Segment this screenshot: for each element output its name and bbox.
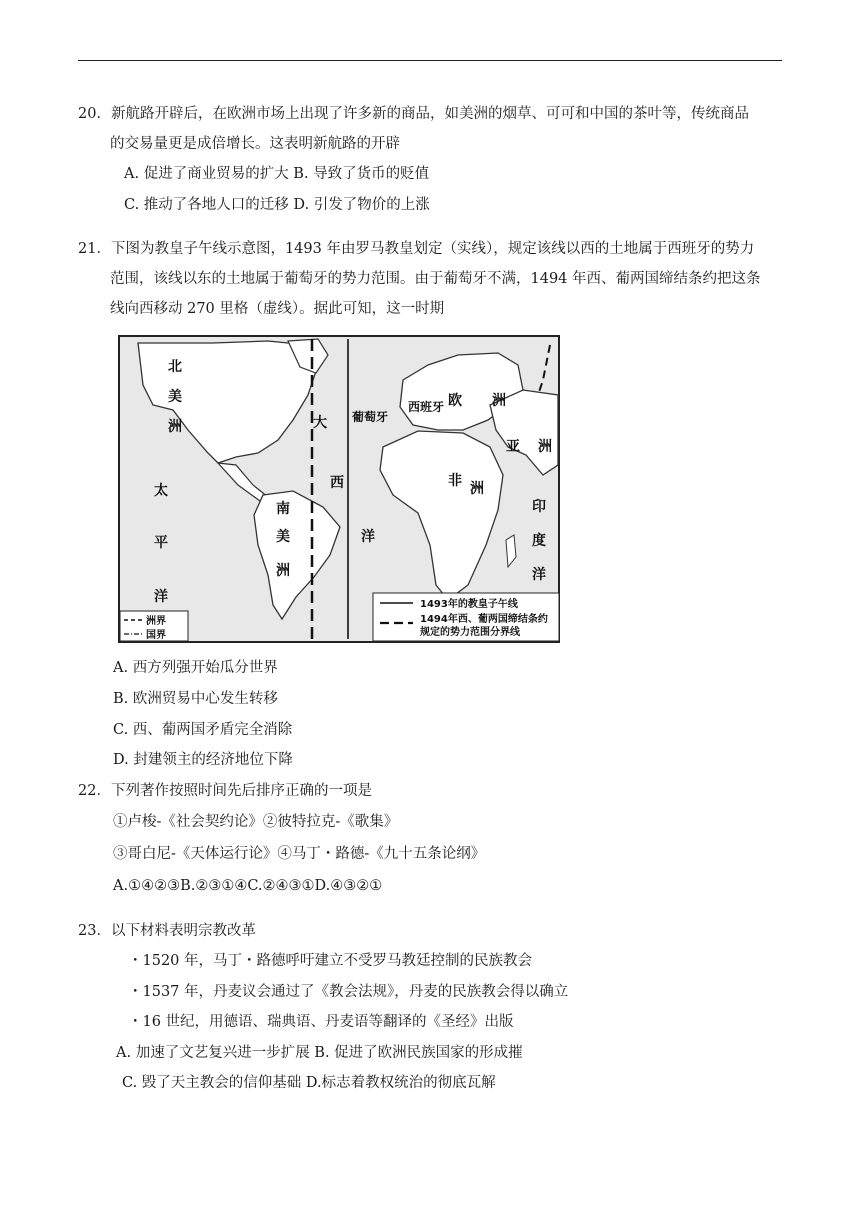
q21-option-a: A. 西方列强开始瓜分世界	[113, 660, 278, 676]
q21-option-d: D. 封建领主的经济地位下降	[113, 752, 293, 768]
legend-continent-border: 洲界	[146, 616, 166, 627]
legend-1493: 1493年的教皇子午线	[420, 599, 518, 610]
legend-country-border: 国界	[146, 630, 166, 641]
q23-bullet-1: ・1520 年，马丁・路德呼吁建立不受罗马教廷控制的民族教会	[128, 953, 533, 969]
q21-option-b: B. 欧洲贸易中心发生转移	[113, 691, 278, 707]
q20-stem-line1: 20．新航路开辟后，在欧洲市场上出现了许多新的商品，如美洲的烟草、可可和中国的茶叶等，传统商品	[78, 106, 749, 122]
q22-item-line2: ③哥白尼-《天体运行论》④马丁・路德-《九十五条论纲》	[113, 846, 486, 862]
q20-stem-line2: 的交易量更是成倍增长。这表明新航路的开辟	[110, 136, 400, 152]
label-sa3: 洲	[276, 563, 290, 579]
q22-options: A.①④②③B.②③①④C.②④③①D.④③②①	[113, 878, 383, 894]
label-io1: 印	[532, 499, 546, 515]
label-sa2: 美	[276, 529, 290, 545]
label-eu1: 欧	[448, 393, 462, 409]
legend-1494-b: 规定的势力范围分界线	[420, 627, 520, 638]
q21-stem-line3: 线向西移动 270 里格（虚线）。据此可知，这一时期	[110, 301, 445, 317]
label-as2: 洲	[538, 439, 552, 455]
q22-stem: 22．下列著作按照时间先后排序正确的一项是	[78, 783, 372, 799]
label-af1: 非	[448, 473, 462, 489]
label-spain: 西班牙	[408, 400, 445, 414]
q23-bullet-2: ・1537 年，丹麦议会通过了《教会法规》，丹麦的民族教会得以确立	[128, 984, 569, 1000]
header-rule	[78, 60, 782, 61]
q20-options-cd: C. 推动了各地人口的迁移 D. 引发了物价的上涨	[124, 197, 430, 213]
label-portugal: 葡萄牙	[352, 410, 389, 424]
label-na2: 美	[168, 389, 182, 405]
papal-meridian-map	[118, 335, 560, 643]
q23-stem: 23．以下材料表明宗教改革	[78, 923, 256, 939]
label-atl1: 大	[313, 415, 327, 431]
label-af2: 洲	[470, 481, 484, 497]
label-sa1: 南	[276, 501, 290, 517]
q21-option-c: C. 西、葡两国矛盾完全消除	[113, 722, 293, 738]
q21-stem-line2: 范围，该线以东的土地属于葡萄牙的势力范围。由于葡萄牙不满，1494 年西、葡两国缔结条约把这条	[110, 271, 761, 287]
q22-item-line1: ①卢梭-《社会契约论》②彼特拉克-《歌集》	[113, 814, 399, 830]
q21-stem-line1: 21．下图为教皇子午线示意图，1493 年由罗马教皇划定（实线），规定该线以西的土地属于西班牙的势力	[78, 241, 755, 257]
label-as1: 亚	[506, 439, 520, 455]
label-io2: 度	[532, 533, 546, 549]
label-io3: 洋	[532, 567, 546, 583]
label-pac2: 平	[154, 535, 168, 551]
label-pac3: 洋	[154, 589, 168, 605]
q23-options-ab: A. 加速了文艺复兴进一步扩展 B. 促进了欧洲民族国家的形成摧	[116, 1045, 523, 1061]
q23-options-cd: C. 毁了天主教会的信仰基础 D.标志着教权统治的彻底瓦解	[122, 1075, 496, 1091]
q23-bullet-3: ・16 世纪，用德语、瑞典语、丹麦语等翻译的《圣经》出版	[128, 1014, 514, 1030]
label-atl2: 西	[330, 475, 344, 491]
label-eu2: 洲	[492, 393, 506, 409]
q20-options-ab: A. 促进了商业贸易的扩大 B. 导致了货币的贬值	[124, 166, 430, 182]
legend-1494-a: 1494年西、葡两国缔结条约	[420, 614, 548, 625]
label-na3: 洲	[168, 419, 182, 435]
label-atl3: 洋	[361, 529, 375, 545]
label-pac1: 太	[154, 483, 168, 499]
label-na1: 北	[168, 359, 182, 375]
